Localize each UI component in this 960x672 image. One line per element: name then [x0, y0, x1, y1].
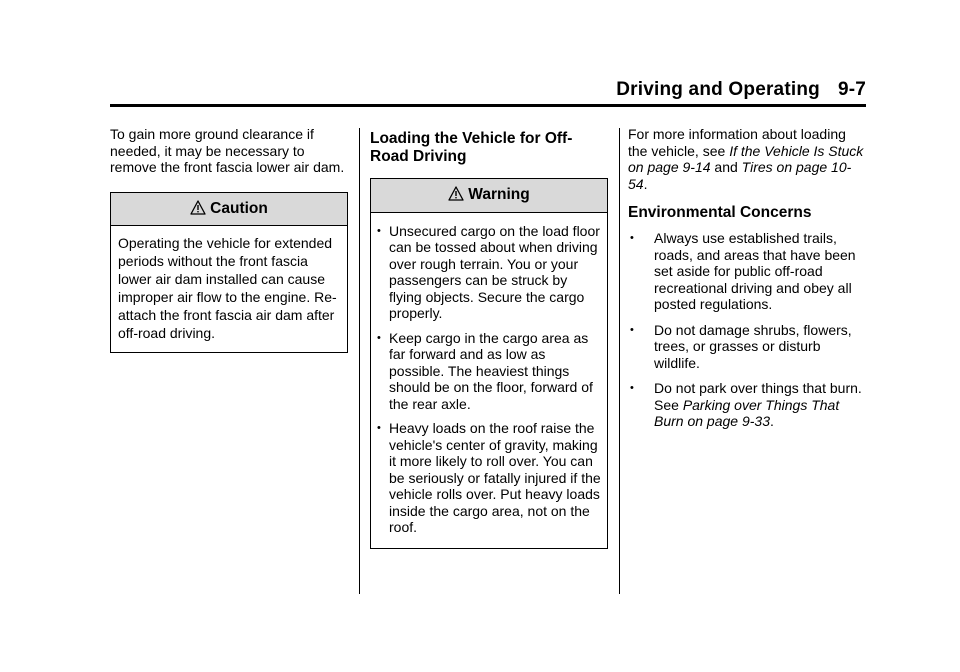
warning-list: [371, 213, 607, 548]
environmental-heading: Environmental Concerns: [628, 204, 812, 221]
bullet: •: [630, 382, 634, 394]
list-item: • Do not damage shrubs, flowers, trees, or grasses or disturb wildlife.: [630, 321, 852, 371]
list-item: • Always use established trails, roads, and areas that have been set aside for public off-road recreational driving and obey all posted regulations.: [630, 230, 856, 312]
bullet: •: [377, 331, 381, 344]
cross-reference: If the Vehicle Is Stuck on page 9-14: [628, 142, 864, 175]
caution-title: Caution: [210, 199, 268, 217]
bullet: •: [377, 422, 381, 434]
environmental-list: [628, 230, 866, 430]
page-number: 9-7: [837, 79, 866, 100]
list-item: • Heavy loads on the roof raise the vehicle's center of gravity, making it more likely to roll over. You can be seriously or fatally injured if the vehicle rolls over. Put heavy loads inside the cargo area, not on the roof.: [377, 420, 601, 535]
page-header: [560, 78, 866, 102]
column-3: [628, 126, 866, 439]
section-title: Driving and Operating: [616, 79, 820, 100]
column-2: [370, 126, 608, 549]
bullet: •: [377, 224, 381, 237]
warning-header: [371, 179, 607, 213]
column-divider: [619, 128, 620, 594]
intro-paragraph: To gain more ground clearance if needed, it may be necessary to remove the front fascia lower air dam.: [110, 126, 345, 175]
list-item: • Unsecured cargo on the load floor can be tossed about when driving over rough terrain. You or your passengers can be struck by flying objects. Secure the cargo properly.: [377, 222, 600, 321]
caution-body: Operating the vehicle for extended periods without the front fascia lower air dam installed can cause improper air flow to the engine. Re-attach the front fascia air dam after off-road driving.: [118, 235, 337, 341]
warning-box: [370, 178, 608, 549]
header-rule: [110, 104, 866, 107]
caution-box: [110, 192, 348, 354]
warning-title: Warning: [468, 186, 530, 203]
cross-reference: Parking over Things That Burn on page 9-33: [654, 396, 840, 429]
bullet: •: [630, 232, 634, 244]
column-1: [110, 126, 348, 353]
list-item: • Do not park over things that burn. See Parking over Things That Burn on page 9-33.: [630, 380, 862, 429]
column-divider: [359, 128, 360, 594]
list-item: • Keep cargo in the cargo area as far forward and as low as possible. The heaviest things should be on the floor, forward of the rear axle.: [377, 329, 593, 412]
cross-reference: Tires on page 10-54: [628, 159, 852, 192]
warning-triangle-icon: [448, 186, 464, 201]
bullet: •: [630, 323, 634, 336]
warning-triangle-icon: [190, 200, 206, 215]
more-info-paragraph: For more information about loading the vehicle, see If the Vehicle Is Stuck on page 9-14 and Tires on page 10-54.: [628, 126, 864, 192]
loading-heading: Loading the Vehicle for Off-Road Driving: [370, 130, 573, 165]
caution-header: [111, 193, 347, 227]
